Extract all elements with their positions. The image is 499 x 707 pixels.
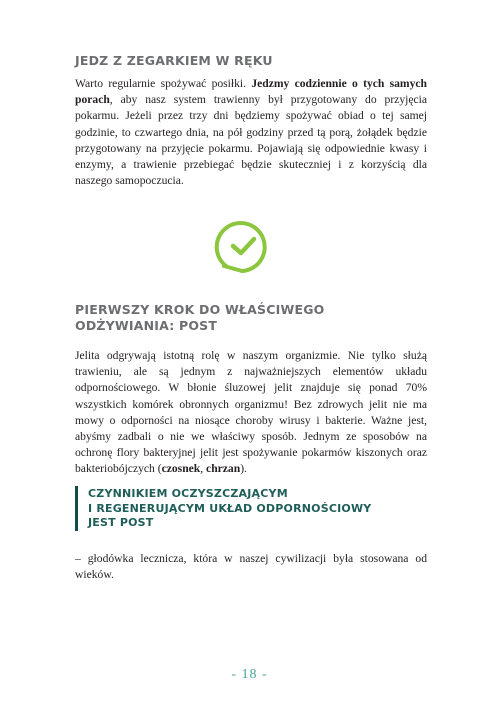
- page-number: - 18 -: [231, 667, 268, 682]
- body-paragraph: Warto regularnie spożywać posiłki. Jedzmy codziennie o tych samych porach, aby nasz system trawienny był przygotowany do przyjęcia pokarmu. Jeżeli przez trzy dni będziemy spożywać obiad o tej samej godzinie, to czwartego dnia, na pół godziny przed tą porą, żołądek będzie przygotowany na przyjęcie pokarmu. Pojawiają się odpowiednie kwasy i enzymy, a trawienie przebiegać będzie skuteczniej i z korzyścią dla naszego samopoczucia.: [75, 77, 427, 188]
- bold-phrase: chrzan: [206, 462, 241, 476]
- section-heading: JEDZ Z ZEGARKIEM W RĘKU: [75, 53, 273, 68]
- body-paragraph: – głodówka lecznicza, która w naszej cywilizacji była stosowana od wieków.: [75, 552, 427, 582]
- callout-box: [75, 486, 438, 531]
- body-paragraph: Jelita odgrywają istotną rolę w naszym organizmie. Nie tylko służą trawieniu, ale są jednym z najważniejszych elementów układu odpornościowego. W błonie śluzowej jelit znajduje się ponad 70% wszystkich komórek obronnych organizmu! Bez zdrowych jelit nie ma mowy o odporności na niosące choroby wirusy i bakterie. Ważne jest, abyśmy zadbali o nie we właściwy sposób. Jednym ze sposobów na ochronę flory bakteryjnej jelit jest spożywanie pokarmów kiszonych oraz bakteriobójczych (czosnek, chrzan).: [75, 349, 427, 476]
- callout-text: CZYNNIKIEM OCZYSZCZAJĄCYM I REGENERUJĄCYM UKŁAD ODPORNOŚCIOWY JEST POST: [88, 487, 372, 530]
- clock-check-icon: [212, 215, 276, 279]
- bold-phrase: Jedzmy codziennie o tych samych porach: [75, 77, 427, 107]
- section-heading: PIERWSZY KROK DO WŁAŚCIWEGO ODŻYWIANIA: POST: [75, 302, 325, 333]
- bold-phrase: czosnek: [161, 462, 201, 476]
